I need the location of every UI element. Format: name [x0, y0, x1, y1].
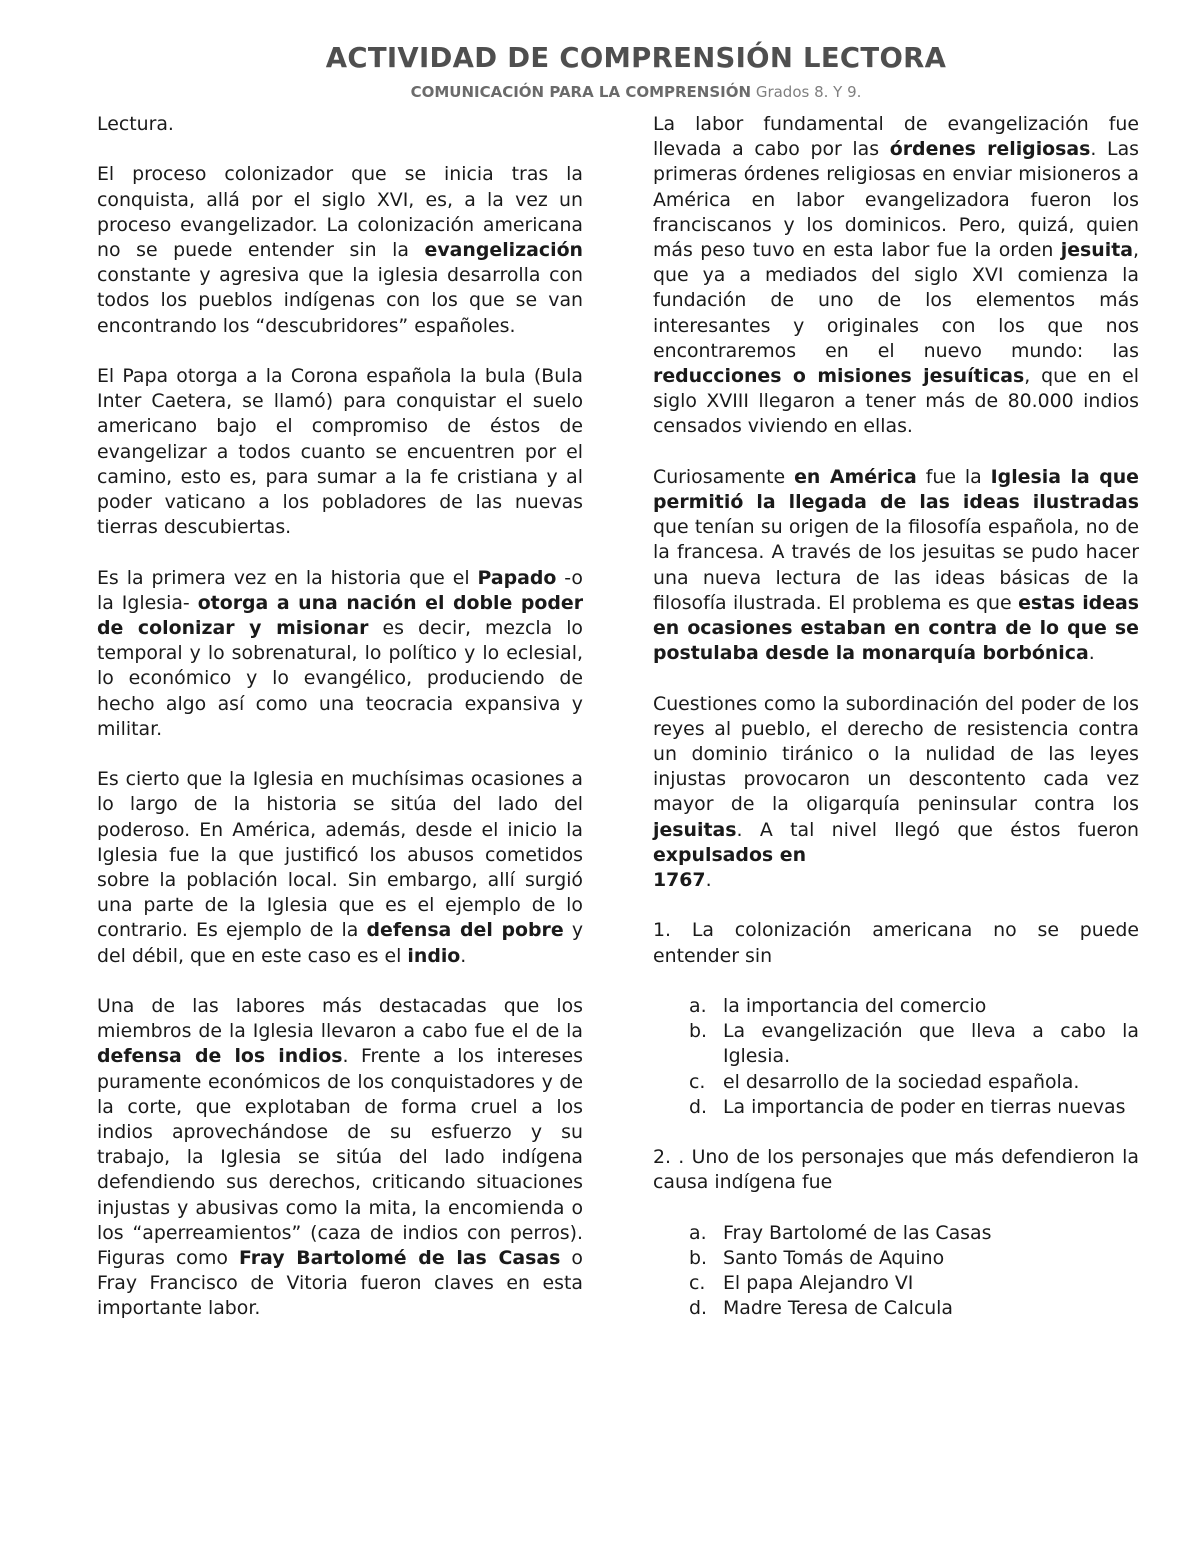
- question-1-option[interactable]: d. La importancia de poder en tierras nuevas: [689, 1095, 1126, 1118]
- paragraph-papal-bull: El Papa otorga a la Corona española la bula (Bula Inter Caetera, se llamó) para conquistar el suelo americano bajo el compromiso de éstos de evangelizar a todos cuanto se encuentren por el camino, esto es, para sumar a la fe cristiana y al poder vaticano a los pobladores de las nuevas tierras descubiertas.: [97, 365, 583, 539]
- paragraph-religious-orders: La labor fundamental de evangelización fue llevada a cabo por las órdenes religiosas. Las primeras órdenes religiosas en enviar misioneros a América en labor evangelizadora fueron los franciscanos y los dominicos. Pero, quizá, quien más peso tuvo en esta labor fue la orden jesuita, que ya a mediados del siglo XVI comienza la fundación de uno de los elementos más interesantes y originales con los que nos encontraremos en el nuevo mundo: las reducciones o misiones jesuíticas, que en el siglo XVIII llegaron a tener más de 80.000 indios censados viviendo en ellas.: [653, 113, 1140, 438]
- paragraph-colonization: El proceso colonizador que se inicia tras la conquista, allá por el siglo XVI, es, a la vez un proceso evangelizador. La colonización americana no se puede entender sin la evangelización constante y agresiva que la iglesia desarrolla con todos los pueblos indígenas con los que se van encontrando los “descubridores” españoles.: [97, 163, 583, 337]
- question-2-option[interactable]: b. Santo Tomás de Aquino: [689, 1247, 945, 1270]
- paragraph-indian-defense: Una de las labores más destacadas que los miembros de la Iglesia llevaron a cabo fue el de la defensa de los indios. Frente a los intereses puramente económicos de los conquistadores y de la corte, que explotaban de forma cruel a los indios aprovechándose de su esfuerzo y su trabajo, la Iglesia se sitúa del lado indígena defendiendo sus derechos, criticando situaciones injustas y abusivas como la mita, la encomienda o los “aperreamientos” (caza de indios con perros). Figuras como Fray Bartolomé de las Casas o Fray Francisco de Vitoria fueron claves en esta importante labor.: [97, 995, 583, 1320]
- question-2-option[interactable]: d. Madre Teresa de Calcula: [689, 1297, 954, 1320]
- question-2-prompt: 2. . Uno de los personajes que más defendieron la causa indígena fue: [653, 1146, 1139, 1194]
- question-1-option[interactable]: c. el desarrollo de la sociedad española.: [689, 1070, 1080, 1093]
- right-column: [653, 112, 1139, 1347]
- subtitle-course: COMUNICACIÓN PARA LA COMPRENSIÓN: [410, 83, 752, 101]
- question-1-option[interactable]: b. La evangelización que lleva a cabo la Iglesia.: [689, 1020, 1139, 1068]
- document-subtitle: [0, 83, 1200, 101]
- paragraph-expulsion: Cuestiones como la subordinación del poder de los reyes al pueblo, el derecho de resistencia contra un dominio tiránico o la nulidad de las leyes injustas provocaron un descontento cada vez mayor de la oligarquía peninsular contra los jesuitas. A tal nivel llegó que éstos fueron expulsados en 1767.: [653, 692, 1139, 892]
- question-1-prompt: 1. La colonización americana no se puede entender sin: [653, 919, 1139, 967]
- paragraph-church-defense: Es cierto que la Iglesia en muchísimas ocasiones a lo largo de la historia se sitúa del lado del poderoso. En América, además, desde el inicio la Iglesia fue la que justificó los abusos cometidos sobre la población local. Sin embargo, allí surgió una parte de la Iglesia que es el ejemplo de lo contrario. Es ejemplo de la defensa del pobre y del débil, que en este caso es el indio.: [97, 768, 584, 967]
- question-2-option[interactable]: a. Fray Bartolomé de las Casas: [689, 1221, 992, 1244]
- left-column: [97, 112, 583, 1347]
- question-2-option[interactable]: c. El papa Alejandro VI: [689, 1272, 914, 1295]
- subtitle-grades: Grados 8. Y 9.: [751, 83, 862, 101]
- paragraph-papacy: Es la primera vez en la historia que el Papado -o la Iglesia- otorga a una nación el doble poder de colonizar y misionar es decir, mezcla lo temporal y lo sobrenatural, lo político y lo eclesial, lo económico y lo evangélico, produciendo de hecho algo así como una teocracia expansiva y militar.: [97, 566, 584, 740]
- document-title: ACTIVIDAD DE COMPRENSIÓN LECTORA: [325, 42, 947, 74]
- paragraph-enlightenment: Curiosamente en América fue la Iglesia la que permitió la llegada de las ideas ilustradas que tenían su origen de la filosofía española, no de la francesa. A través de los jesuitas se pudo hacer una nueva lectura de las ideas básicas de la filosofía ilustrada. El problema es que estas ideas en ocasiones estaban en contra de lo que se postulaba desde la monarquía borbónica.: [653, 465, 1139, 665]
- reading-heading: Lectura.: [97, 113, 174, 135]
- question-1-option[interactable]: a. la importancia del comercio: [689, 995, 987, 1018]
- question-1-options: [653, 994, 1139, 1120]
- question-2-options: [653, 1221, 1139, 1322]
